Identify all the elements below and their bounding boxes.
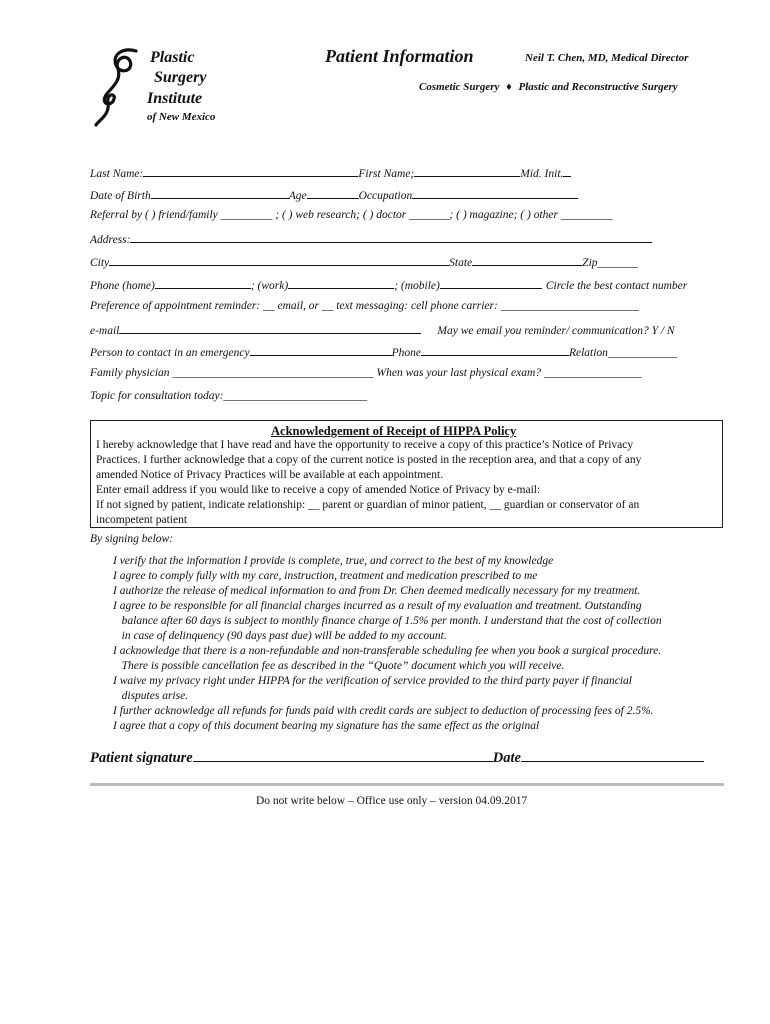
logo-line-3: Institute — [147, 90, 203, 107]
address-label: Address: — [90, 234, 131, 246]
relation-label: Relation — [568, 347, 608, 359]
agreement-item: I acknowledge that there is a non-refundable and non-transferable scheduling fee when you book a surgical procedure. — [113, 645, 662, 657]
row-email — [90, 322, 675, 337]
relation-field[interactable]: ____________ — [607, 347, 677, 359]
age-label: Age — [288, 190, 307, 202]
dob-label: Date of Birth — [90, 190, 151, 202]
agreement-item: There is possible cancellation fee as described in the “Quote” document which you will receive. — [113, 660, 565, 672]
signature-date-field[interactable] — [521, 748, 704, 762]
row-emergency — [90, 344, 677, 359]
agreement-item: I agree that a copy of this document bearing my signature has the same effect as the original — [113, 720, 540, 732]
hipaa-text-5: If not signed by patient, indicate relationship: __ parent or guardian of minor patient, __ guardian or conservator of an — [96, 499, 640, 511]
patient-signature-field[interactable] — [193, 748, 493, 762]
first-name-field[interactable] — [414, 165, 520, 177]
hipaa-text-2: Practices. I further acknowledge that a copy of the current notice is posted in the reception area, and that a copy of any — [96, 454, 642, 466]
hipaa-text-1: I hereby acknowledge that I have read and have the opportunity to receive a copy of this practice’s Notice of Privacy — [96, 439, 634, 451]
zip-field[interactable]: _______ — [597, 257, 638, 269]
state-label: State — [449, 257, 473, 269]
agreement-item: balance after 60 days is subject to monthly finance charge of 1.5% per month. I understand that the cost of collection — [113, 615, 662, 627]
family-physician-line[interactable]: Family physician ___________________________________ When was your last physical exam? _________________ — [90, 367, 642, 379]
reminder-preference-line[interactable]: Preference of appointment reminder: __ email, or __ text messaging: cell phone carrier: ________________________ — [90, 300, 639, 312]
emergency-phone-field[interactable] — [421, 344, 569, 356]
emergency-phone-label: Phone — [391, 347, 421, 359]
first-name-label: First Name; — [358, 168, 415, 180]
emergency-contact-label: Person to contact in an emergency — [90, 347, 250, 359]
row-dob — [90, 187, 578, 202]
agreement-item: disputes arise. — [113, 690, 189, 702]
specialty-line — [419, 81, 678, 93]
phone-home-label: Phone (home) — [90, 280, 155, 292]
state-field[interactable] — [472, 254, 582, 266]
hipaa-text-3: amended Notice of Privacy Practices will be available at each appointment. — [96, 469, 444, 481]
occupation-label: Occupation — [358, 190, 413, 202]
doctor-name: Neil T. Chen, MD, Medical Director — [525, 52, 689, 64]
hipaa-text-4: Enter email address if you would like to receive a copy of amended Notice of Privacy by e-mail: — [96, 484, 541, 496]
agreement-item: I authorize the release of medical information to and from Dr. Chen deemed medically necessary for my treatment. — [113, 585, 641, 597]
agreement-item: in case of delinquency (90 days past due) will be added to my account. — [113, 630, 447, 642]
agreement-item: I further acknowledge all refunds for funds paid with credit cards are subject to deduction of processing fees of 2.5%. — [113, 705, 654, 717]
agreement-item: I agree to comply fully with my care, instruction, treatment and medication prescribed to me — [113, 570, 538, 582]
office-use-divider — [90, 783, 724, 786]
row-phone — [90, 277, 687, 292]
row-address — [90, 231, 652, 246]
emergency-contact-field[interactable] — [250, 344, 392, 356]
logo-line-4: of New Mexico — [147, 111, 216, 123]
last-name-label: Last Name: — [90, 168, 144, 180]
diamond-icon: ♦ — [506, 81, 512, 93]
logo-swirl-icon — [92, 45, 150, 127]
consultation-topic-line[interactable]: Topic for consultation today:_________________________ — [90, 390, 368, 402]
office-use-notice: Do not write below – Office use only – version 04.09.2017 — [256, 795, 528, 807]
agreement-item: I verify that the information I provide is complete, true, and correct to the best of my knowledge — [113, 555, 554, 567]
phone-work-field[interactable] — [288, 277, 394, 289]
may-email-question: May we email you reminder/ communication? Y / N — [437, 325, 675, 337]
signature-date-label: Date — [492, 750, 521, 766]
signature-row — [90, 748, 704, 767]
specialty-cosmetic: Cosmetic Surgery — [419, 81, 500, 93]
agreement-item: I agree to be responsible for all financial charges incurred as a result of my evaluation and treatment. Outstanding — [113, 600, 642, 612]
circle-best-label: Circle the best contact number — [545, 280, 688, 292]
email-label: e-mail — [90, 325, 120, 337]
signing-intro: By signing below: — [90, 533, 174, 545]
phone-mobile-field[interactable] — [440, 277, 542, 289]
phone-work-label: ; (work) — [250, 280, 289, 292]
zip-label: Zip — [582, 257, 598, 269]
referral-line[interactable]: Referral by ( ) friend/family _________ ; ( ) web research; ( ) doctor _______; ( ) magazine; ( ) other _________ — [90, 209, 613, 221]
age-field[interactable] — [307, 187, 359, 199]
logo-line-2: Surgery — [154, 69, 207, 86]
row-city — [90, 254, 638, 269]
phone-home-field[interactable] — [155, 277, 251, 289]
specialty-reconstructive: Plastic and Reconstructive Surgery — [518, 81, 678, 93]
page-title: Patient Information — [325, 46, 474, 66]
email-field[interactable] — [119, 322, 421, 334]
address-field[interactable] — [130, 231, 652, 243]
city-field[interactable] — [109, 254, 449, 266]
hipaa-title: Acknowledgement of Receipt of HIPPA Policy — [271, 424, 517, 438]
row-name — [90, 165, 571, 180]
phone-mobile-label: ; (mobile) — [394, 280, 440, 292]
agreement-item: I waive my privacy right under HIPPA for the verification of service provided to the third party payer if financial — [113, 675, 632, 687]
mid-init-field[interactable] — [563, 165, 571, 177]
patient-signature-label: Patient signature — [90, 750, 193, 766]
hipaa-acknowledgement-box — [90, 420, 723, 528]
logo-line-1: Plastic — [150, 49, 195, 66]
last-name-field[interactable] — [143, 165, 358, 177]
occupation-field[interactable] — [412, 187, 578, 199]
dob-field[interactable] — [151, 187, 289, 199]
hipaa-text-6: incompetent patient — [96, 514, 188, 526]
city-label: City — [90, 257, 110, 269]
mid-init-label: Mid. Init. — [520, 168, 564, 180]
